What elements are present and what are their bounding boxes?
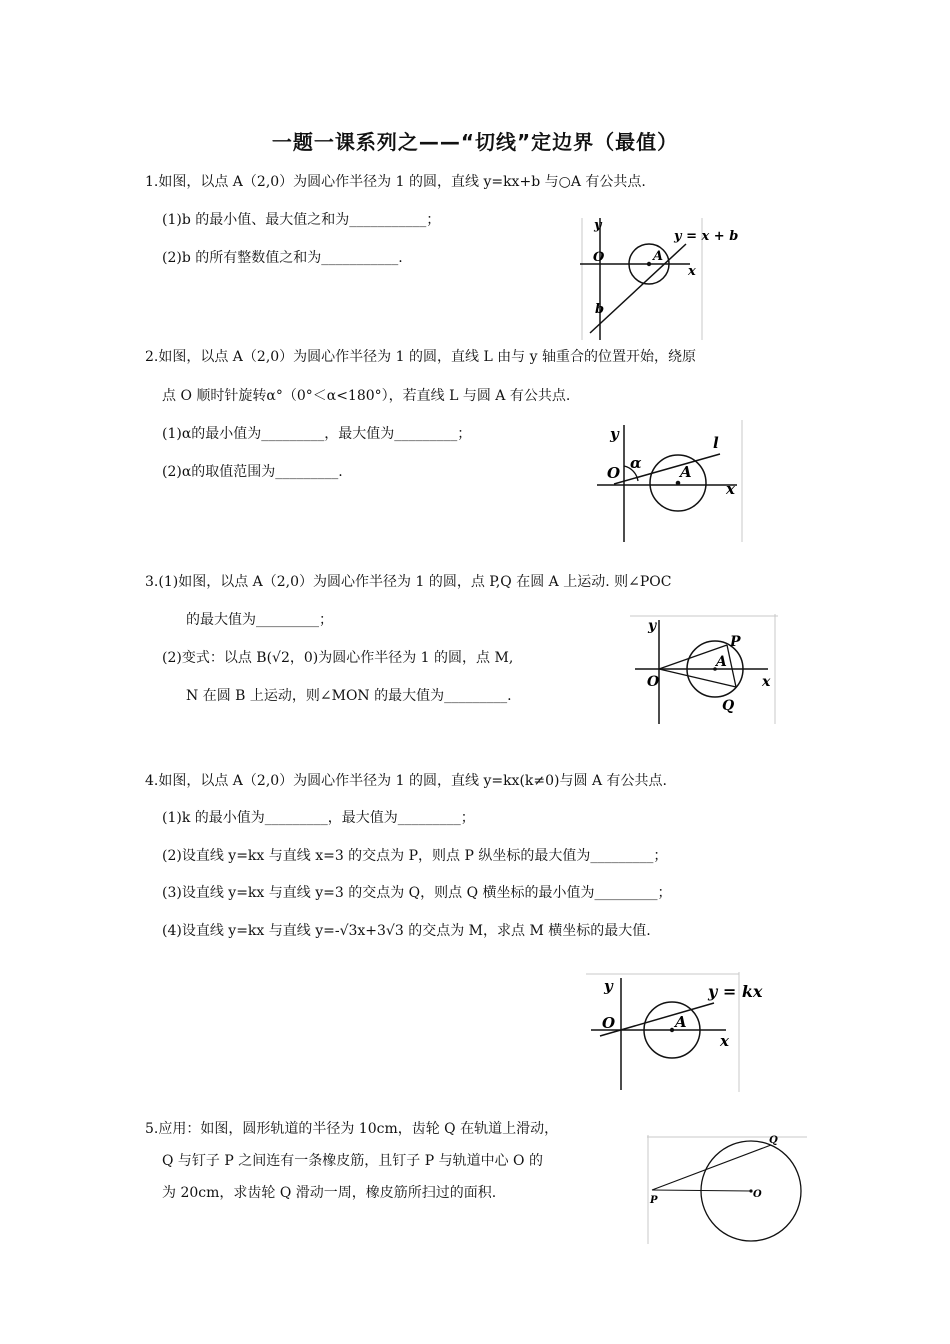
q4-figure xyxy=(586,972,776,1092)
q2-figure xyxy=(592,420,744,542)
equation-label: y = kx xyxy=(708,982,763,1001)
line-pq xyxy=(652,1145,771,1190)
o-label: O xyxy=(753,1189,762,1200)
line-oq xyxy=(659,669,736,687)
x-label: x xyxy=(726,480,735,498)
q5-line2: Q 与钉子 P 之间连有一条橡皮筋，且钉子 P 与轨道中心 O 的 xyxy=(162,1153,543,1169)
a-label: A xyxy=(653,249,664,264)
q2-part2: (2)α的取值范围为_________. xyxy=(162,464,343,480)
line-po xyxy=(652,1190,751,1191)
y-label: y xyxy=(610,425,619,443)
x-label: x xyxy=(688,264,696,279)
q3-part2-line2: N 在圆 B 上运动，则∠MON 的最大值为_________. xyxy=(186,688,512,704)
q3-part2-line1: (2)变式：以点 B(√2，0)为圆心作半径为 1 的圆，点 M, xyxy=(162,650,514,666)
q-label: Q xyxy=(722,698,735,714)
line-pq xyxy=(727,645,736,687)
a-label: A xyxy=(716,654,727,670)
q4-part1: (1)k 的最小值为_________，最大值为_________； xyxy=(162,810,475,826)
x-label: x xyxy=(762,674,771,690)
o-label: O xyxy=(593,250,605,265)
q3-figure xyxy=(630,614,778,724)
q5-figure xyxy=(647,1135,807,1244)
o-label: O xyxy=(607,464,621,482)
y-label: y xyxy=(594,218,602,233)
line-y-x-b xyxy=(590,244,686,333)
q1-part2: (2)b 的所有整数值之和为___________. xyxy=(162,250,403,266)
q4-part4: (4)设直线 y=kx 与直线 y=-√3x+3√3 的交点为 M，求点 M 横坐标的最大值. xyxy=(162,923,651,939)
q4-stem: 4.如图，以点 A（2,0）为圆心作半径为 1 的圆，直线 y=kx(k≠0)与圆 A 有公共点. xyxy=(145,773,667,789)
o-label: O xyxy=(602,1014,616,1032)
x-label: x xyxy=(720,1032,729,1050)
line-y-kx xyxy=(600,1003,714,1036)
l-label: l xyxy=(713,434,719,452)
q2-stem-line1: 2.如图，以点 A（2,0）为圆心作半径为 1 的圆，直线 L 由与 y 轴重合的位置开始，绕原 xyxy=(145,349,696,365)
q5-line1: 5.应用：如图，圆形轨道的半径为 10cm，齿轮 Q 在轨道上滑动， xyxy=(145,1121,559,1137)
equation-label: y = x + b xyxy=(674,229,739,244)
q2-stem-line2: 点 O 顺时针旋转α°（0°＜α<180°），若直线 L 与圆 A 有公共点. xyxy=(162,388,571,404)
q3-part1-line1: 3.(1)如图，以点 A（2,0）为圆心作半径为 1 的圆，点 P,Q 在圆 A 上运动. 则∠POC xyxy=(145,574,672,590)
p-label: P xyxy=(730,634,741,650)
q4-part2: (2)设直线 y=kx 与直线 x=3 的交点为 P，则点 P 纵坐标的最大值为_________； xyxy=(162,848,668,864)
a-label: A xyxy=(680,463,692,481)
q1-stem: 1.如图，以点 A（2,0）为圆心作半径为 1 的圆，直线 y=kx+b 与○A 有公共点. xyxy=(145,174,646,190)
y-label: y xyxy=(604,977,613,995)
p-label: P xyxy=(650,1195,658,1206)
o-label: O xyxy=(647,674,660,690)
q5-line3: 为 20cm，求齿轮 Q 滑动一周，橡皮筋所扫过的面积. xyxy=(162,1185,497,1201)
q1-part1: (1)b 的最小值、最大值之和为___________； xyxy=(162,212,441,228)
q1-figure xyxy=(580,218,755,340)
q4-part3: (3)设直线 y=kx 与直线 y=3 的交点为 Q，则点 Q 横坐标的最小值为_________； xyxy=(162,885,672,901)
q3-part1-line2: 的最大值为_________； xyxy=(186,612,333,628)
a-label: A xyxy=(675,1013,687,1031)
alpha-label: α xyxy=(630,454,642,472)
q-label: Q xyxy=(769,1135,778,1146)
q2-part1: (1)α的最小值为_________，最大值为_________； xyxy=(162,426,472,442)
page-title: 一题一课系列之——“切线”定边界（最值） xyxy=(271,130,679,154)
b-label: b xyxy=(595,302,605,317)
y-label: y xyxy=(648,618,657,634)
